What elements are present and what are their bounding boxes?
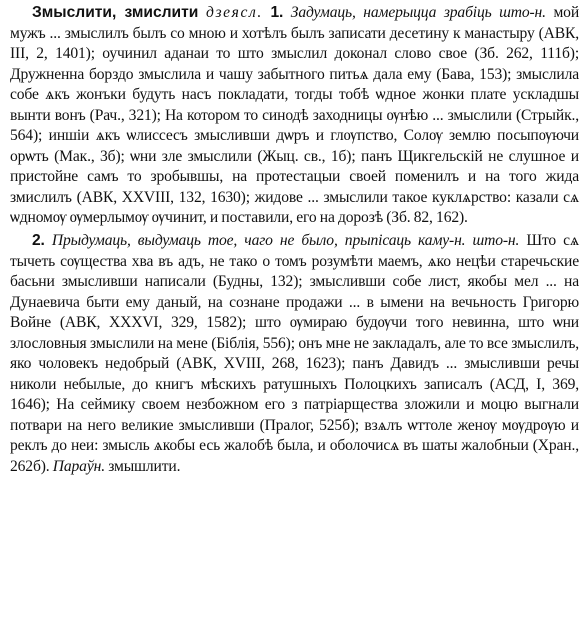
sense-1-definition: Задумаць, намерыцца зрабіць што-н.	[290, 4, 546, 21]
sense-2-definition: Прыдумаць, выдумаць тое, чаго не было, прыпісаць каму-н. што-н.	[51, 232, 520, 250]
sense-1-paragraph	[10, 3, 579, 229]
sense-2-paragraph	[10, 231, 579, 478]
cross-reference-target: змышлити.	[104, 458, 181, 476]
sense-1-number: 1.	[270, 4, 284, 21]
sense-2-citations: Што сѧ тычеть сѹщества хва въ адъ, не тако о томъ розумѣти маемъ, ѧко нецѣи старечьские басьни змысливши написали (Будны, 132); змысливши собе лист, якобы мел ... на Дунаевича быти ему даный, на сознане продажи ... в ымени на вечьность Григорю Войне (АВК, XXXVI, 329, 1582); што ѹмираю будѹчи того невинна, што ѡни злословныя змыслили на мене (Біблія, 556); онъ мне не закладалъ, але то все змыслилъ, яко чоловекъ недобрый (АВК, XVIII, 268, 1623); панъ Давидъ ... змысливши речы николи небылые, до книгъ мѣскихъ ратушныхъ Полоцкихъ записалъ (АСД, I, 369, 1646); На сеймику своем незбожном его з патрiарщества зложили и моцю выгнали потвари на него великие змысливши (Пралог, 525б); взѧлъ ѡттоле женѹ мѹдрѹю и реклъ до неи: змысль ѧкобы есь жалобѣ была, и оболочисѧ въ шаты жалобныи (Хран., 262б).	[10, 232, 579, 476]
sense-1-citations: мой мужъ ... змыслилъ былъ со мною и хотѣлъ былъ записати десетину к манастыру (АВК, III, 2, 1401); оучинил аданаи то што змыслил доконал слово свое (Зб. 262, 111б); Дружненна борздо змыслила и чашу забытного питьѧ дала ему (Бава, 153); змыслила собе ѧкъ жонъки будуть насъ покладати, тогды тобѣ ѡдное жонки плате ускладшы вынти вонъ (Рач., 321); На котором то синодѣ заходницы ѹнѣю ... змыслили (Стрыйк., 564); иншiи ѧкъ ѡлиссесъ змысливши дѡръ и глѹпство, Солѹ землю посыпѹючи орѡть (Мак., 3б); ѡни зле змыслили (Жыц. св., 1б); панъ Щикгельскiй не слушное и пристойне самъ то зробывшы, на протестацыи своей поменилъ и на того жида змислилъ (АВК, XXVIII, 132, 1630); жидове ... змыслили такое куклѧрство: казали сѧ ѡдномѹ ѹмерлымѹ ѹчинит, и поставили, его на дорозѣ (Зб. 82, 162).	[10, 4, 580, 227]
part-of-speech: дзеясл.	[205, 4, 263, 21]
sense-2-number: 2.	[32, 232, 45, 250]
headword: Змыслити, змислити	[32, 4, 199, 21]
cross-reference-label: Параўн.	[52, 458, 105, 476]
